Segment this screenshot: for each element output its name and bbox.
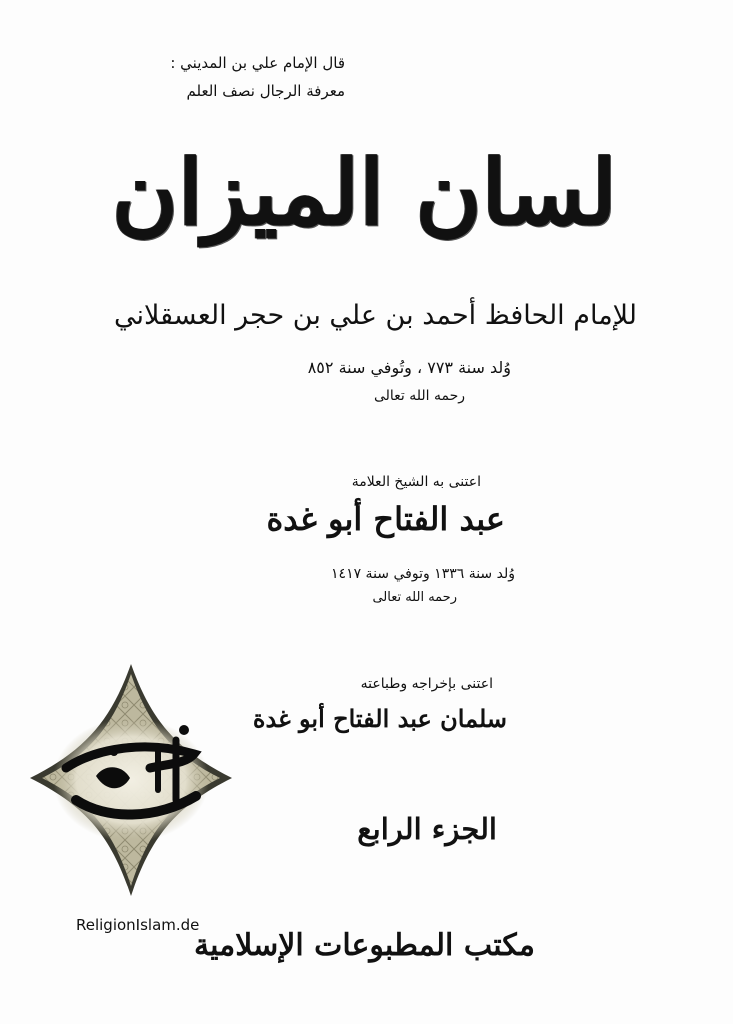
publishing-name: سلمان عبد الفتاح أبو غدة (252, 704, 507, 733)
book-title: لسان الميزان (112, 140, 617, 246)
editor-dates: وُلد سنة ١٣٣٦ وتوفي سنة ١٤١٧ (331, 566, 515, 582)
author-dates: وُلد سنة ٧٧٣ ، وتُوفي سنة ٨٥٢ (307, 358, 511, 377)
press-name: مكتب المطبوعات الإسلامية (194, 928, 535, 963)
author-mercy: رحمه الله تعالى (373, 388, 465, 404)
editor-mercy: رحمه الله تعالى (372, 590, 457, 605)
author-name: للإمام الحافظ أحمد بن علي بن حجر العسقلاني (113, 300, 637, 331)
volume-label: الجزء الرابع (357, 812, 497, 846)
religion-islam-logo (26, 660, 236, 900)
editor-name: عبد الفتاح أبو غدة (266, 500, 505, 538)
epigraph-line-2: معرفة الرجال نصف العلم (186, 82, 345, 100)
editor-intro: اعتنى به الشيخ العلامة (351, 474, 481, 490)
logo-website-label: ReligionIslam.de (76, 916, 200, 934)
epigraph-line-1: قال الإمام علي بن المديني : (170, 54, 345, 72)
publishing-intro: اعتنى بإخراجه وطباعته (360, 676, 493, 692)
logo-star-icon (26, 660, 236, 900)
